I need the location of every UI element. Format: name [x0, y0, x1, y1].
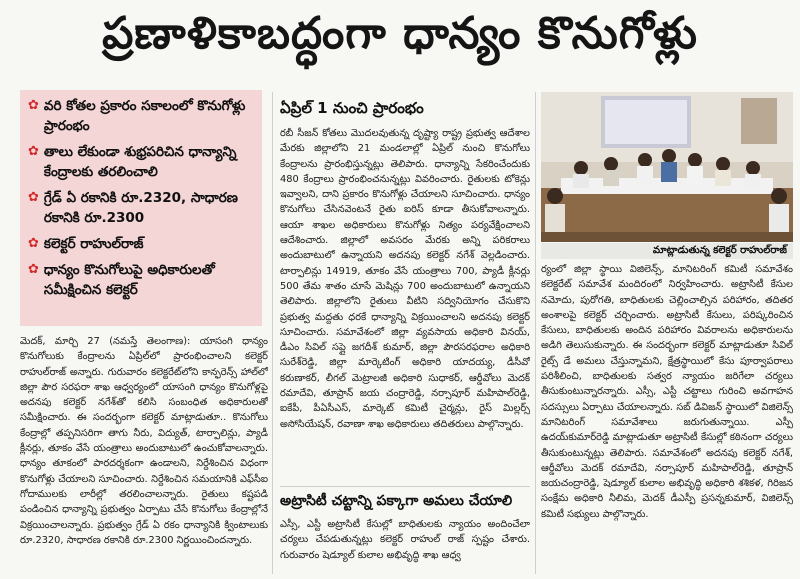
column-divider [535, 92, 536, 574]
highlight-item [28, 260, 254, 300]
headline: ప్రణాళికాబద్ధంగా ధాన్యం కొనుగోళ్లు [102, 8, 698, 59]
meeting-photo-illustration [541, 92, 793, 242]
article-column-3: ర్యంలో జిల్లా స్థాయి విజిలెన్స్, మానిటరింగ్ కమిటీ సమావేశం కలెక్టరేట్ సమావేశ మందిరంలో నిర్వహించారు. అట్రాసిటీ కేసుల నమోదు, పురోగతి, బాధితులకు చెల్లించాల్సిన పరిహారం, తదితర అంశాలపై కలెక్టర్ చర్చించారు. అట్రాసిటీ కేసులు, పరిష్కరించిన కేసులు, బాధితులకు అందిన పరిహారం వివరాలను అధికారులను అడిగి తెలుసుకున్నారు. ఈ సందర్భంగా కలెక్టర్ మాట్లాడుతూ సివిల్ రైట్స్ డే అమలు చేస్తున్నామని, క్షేత్రస్థాయిలో కేసు పూర్వాపరాలు పరిశీలించి, బాధితులకు సత్వర న్యాయం జరిగేలా చర్యలు తీసుకుంటున్నారన్నారు. ఎస్సీ, ఎస్టీ చట్టాలు గురించి అవగాహన సదస్సులు ఏర్పాటు చేయాలన్నారు. సబ్ డివిజన్ స్థాయిలో విజిలెన్స్ మానిటరింగ్ సమావేశాలు జరుగుతున్నాయి. ఎస్పీ ఉదయ్‌కుమార్‌రెడ్డి మాట్లాడుతూ అట్రాసిటీ కేసుల్లో కఠినంగా చర్యలు తీసుకుంటున్నట్లు తెలిపారు. సమావేశంలో అదనపు కలెక్టర్ నగేశ్, ఆర్డీవోలు మెదక్ రమాదేవి, నర్సాపూర్ మహిపాల్‌రెడ్డి, తూప్రాన్ జయచంద్రారెడ్డి, షెడ్యూల్ కులాల అభివృద్ధి అధికారి శశికళ, గిరిజన సంక్షేమ అధికారి నీలిమ, మెదక్ డీఎస్పీ ప్రసన్నకుమార్, విజిలెన్స్ కమిటీ సభ్యులు పాల్గొన్నారు. [541, 264, 793, 520]
highlight-text: ధాన్యం కొనుగోలుపై అధికారులతో సమీక్షించిన కలెక్టర్ [43, 262, 215, 298]
blossom-icon: ✿ [28, 98, 39, 113]
article-column-2-continued: ఎస్సీ, ఎస్టీ అట్రాసిటీ కేసుల్లో బాధితులకు న్యాయం అందించేలా చర్యలు చేపడుతున్నట్లు కలెక్టర్ రాహుల్ రాజ్ స్పష్టం చేశారు. గురువారం షెడ్యూల్ కులాల అభివృద్ధి శాఖ ఆధ్వ [280, 519, 530, 561]
column-divider [272, 92, 273, 574]
highlight-text: వరి కోతల ప్రకారం సకాలంలో కొనుగోళ్లు ప్రారంభం [43, 98, 246, 134]
highlight-item [28, 188, 254, 228]
blossom-icon: ✿ [28, 236, 39, 251]
meeting-photo [541, 92, 793, 242]
section-divider [280, 486, 530, 487]
article-column-1: మెదక్, మార్చి 27 (నమస్తే తెలంగాణ): యాసంగి ధాన్యం కొనుగోలుకు కేంద్రాలను ఏప్రిల్‌లో ప్రారంభించాలని కలెక్టర్ రాహుల్‌రాజ్ అన్నారు. గురువారం కలెక్టరేట్‌లోని కాన్ఫరెన్స్ హాల్‌లో జిల్లా పౌర సరఫరా శాఖ ఆధ్వర్యంలో యాసంగి ధాన్యం కొనుగోళ్లపై అదనపు కలెక్టర్ నగేశ్‌తో కలిసి సంబంధిత అధికారులతో సమీక్షించారు. ఈ సందర్భంగా కలెక్టర్ మాట్లాడుతూ.. కొనుగోలు కేంద్రాల్లో తప్పనిసరిగా తాగు నీరు, విద్యుత్, టార్పాలిన్లు, ప్యాడీ క్లీనర్లు, తూకం వేసే యంత్రాలు అందుబాటులో ఉంచుకోవాలన్నారు. ధాన్యం తూకంలో పారదర్శకంగా ఉండాలని, నిర్దేశించిన విధంగా కొనుగోళ్లు చేయాలని సూచించారు. నిర్దేశించిన సమయానికి ఎఫ్‌సీఐ గోదాములకు లారీల్లో తరలించాలన్నారు. రైతులు కష్టపడి పండించిన ధాన్యాన్ని ప్రభుత్వం ఏర్పాటు చేసే కొనుగోలు కేంద్రాల్లోనే విక్రయించాలన్నారు. ప్రభుత్వం గ్రేడ్ ఏ రకం ధాన్యానికి క్వింటాలుకు రూ.2320, సాధారణ రకానికి రూ.2300 నిర్ణయించిందన్నారు. [20, 336, 268, 546]
highlight-text: గ్రేడ్ ఏ రకానికి రూ.2320, సాధారణ రకానికి రూ.2300 [43, 190, 238, 226]
subheading-april: ఏప్రిల్ 1 నుంచి ప్రారంభం [280, 99, 424, 117]
blossom-icon: ✿ [28, 190, 39, 205]
article-column-2: రబీ సీజన్ కోతలు మొదలవుతున్న దృష్ట్యా రాష్ట్ర ప్రభుత్వ ఆదేశాల మేరకు జిల్లాలోని 21 మండలాల్లో ఏప్రిల్ నుంచి కొనుగోలు కేంద్రాలను ప్రారంభిస్తున్నట్లు తెలిపారు. ధాన్యాన్ని సేకరించేందుకు 480 కేంద్రాలు ప్రారంభించనున్నట్లు వివరించారు. రైతులకు టోకెన్లు ఇవ్వాలని, దాని ప్రకారం కొనుగోళ్లు చేయాలని సూచించారు. ధాన్యం కొనుగోలు చేసినవెంటనే రైతు ఐరిస్ కూడా తీసుకోవాలన్నారు. ఆయా శాఖల అధికారులు కొనుగోళ్లు నిత్యం పర్యవేక్షించాలని ఆదేశించారు. జిల్లాలో అవసరం మేరకు అన్ని పరికరాలు అందుబాటులో ఉన్నాయని అదనపు కలెక్టర్ నగేశ్ వెల్లడించారు. టార్పాలిన్లు 14919, తూకం వేసే యంత్రాలు 700, ప్యాడీ క్లీనర్లు 500 తేమ శాతం చూసే మెషిన్లు 700 అందుబాటులో ఉన్నాయని తెలిపారు. జిల్లాలోని రైతులు వీటిని సద్వినియోగం చేసుకొని ప్రభుత్వ మద్దతు ధరకే ధాన్యాన్ని విక్రయించాలని అదనపు కలెక్టర్ సూచించారు. సమావేశంలో జిల్లా వ్యవసాయ అధికారి వినయ్, డీఎం సివిల్ సప్లై జగదీశ్ కుమార్, జిల్లా పౌరసరఫరాల అధికారి సురేశ్‌రెడ్డి, జిల్లా మార్కెటింగ్ అధికారి యాదయ్య, డీసీవో కరుణాకర్, లీగల్ మెట్రాలజీ అధికారి సుధాకర్, ఆర్డీవోలు మెదక్ రమాదేవి, తూప్రాన్ జయ చంద్రారెడ్డి, నర్సాపూర్ మహిపాల్‌రెడ్డి, ఐకేపీ, పీఏసీఎస్, మార్కెట్ కమిటీ చైర్మన్లు, రైస్ మిల్లర్స్ అసోసియేషన్, రవాణా శాఖ అధికారులు తదితరులు పాల్గొన్నారు. [280, 128, 530, 430]
subheading-atrocity-act: అట్రాసిటీ చట్టాన్ని పక్కాగా అమలు చేయాలి [280, 493, 513, 509]
blossom-icon: ✿ [28, 144, 39, 159]
highlight-item [28, 234, 254, 254]
highlight-item [28, 96, 254, 136]
highlights-box [20, 90, 262, 326]
highlight-text: కలెక్టర్ రాహుల్‌రాజ్ [43, 236, 144, 252]
photo-caption: మాట్లాడుతున్న కలెక్టర్ రాహుల్‌రాజ్ [541, 243, 793, 259]
highlight-item [28, 142, 254, 182]
blossom-icon: ✿ [28, 262, 39, 277]
highlight-text: తాలు లేకుండా శుభ్రపరిచిన ధాన్యాన్ని కేంద్రాలకు తరలించాలి [43, 144, 237, 180]
